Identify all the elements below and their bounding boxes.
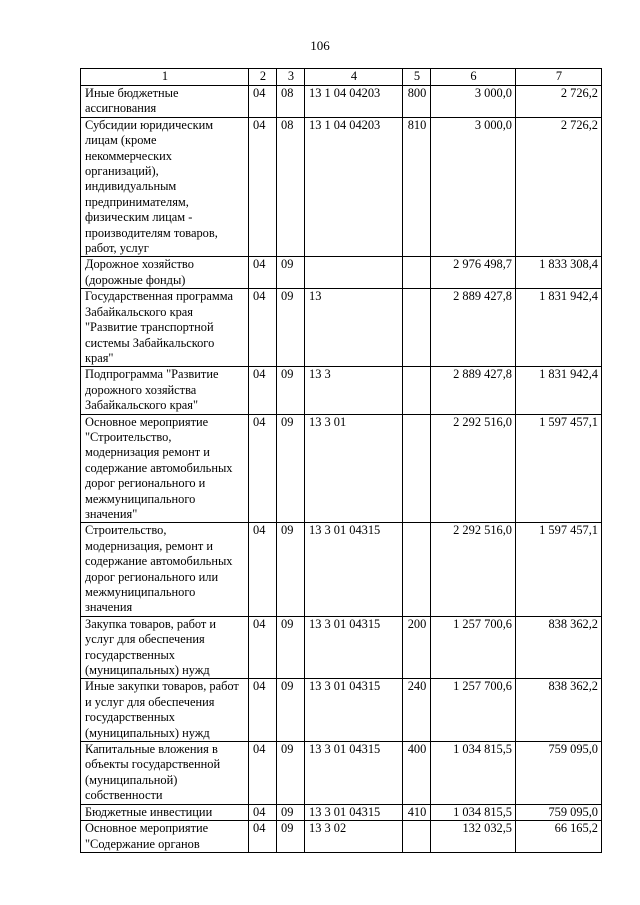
row-subsection-code: 09 — [277, 804, 305, 820]
row-planned-amount: 2 976 498,7 — [431, 257, 516, 289]
row-executed-amount: 759 095,0 — [516, 742, 602, 805]
row-expense-type: 410 — [403, 804, 431, 820]
row-expense-type — [403, 821, 431, 853]
table-row — [81, 289, 602, 367]
row-subsection-code: 09 — [277, 616, 305, 679]
row-planned-amount: 2 889 427,8 — [431, 367, 516, 414]
row-section-code: 04 — [249, 117, 277, 257]
row-target-article: 13 1 04 04203 — [305, 86, 403, 118]
header-row — [81, 69, 602, 86]
row-executed-amount: 1 833 308,4 — [516, 257, 602, 289]
row-planned-amount: 1 257 700,6 — [431, 616, 516, 679]
table-row — [81, 616, 602, 679]
row-planned-amount: 2 292 516,0 — [431, 523, 516, 616]
column-header-7: 7 — [516, 69, 602, 86]
row-target-article: 13 1 04 04203 — [305, 117, 403, 257]
row-description: Основное мероприятие "Строительство, модернизация ремонт и содержание автомобильных дорог регионального и межмуниципального значения" — [81, 414, 249, 523]
column-header-3: 3 — [277, 69, 305, 86]
row-description: Основное мероприятие "Содержание органов — [81, 821, 249, 853]
row-target-article: 13 3 01 04315 — [305, 523, 403, 616]
row-description: Капитальные вложения в объекты государственной (муниципальной) собственности — [81, 742, 249, 805]
column-header-1: 1 — [81, 69, 249, 86]
row-description: Подпрограмма "Развитие дорожного хозяйства Забайкальского края" — [81, 367, 249, 414]
row-description: Государственная программа Забайкальского края "Развитие транспортной системы Забайкальского края" — [81, 289, 249, 367]
row-description: Закупка товаров, работ и услуг для обеспечения государственных (муниципальных) нужд — [81, 616, 249, 679]
row-section-code: 04 — [249, 821, 277, 853]
column-header-4: 4 — [305, 69, 403, 86]
table-row — [81, 742, 602, 805]
row-section-code: 04 — [249, 257, 277, 289]
table-row — [81, 523, 602, 616]
row-target-article: 13 3 — [305, 367, 403, 414]
row-expense-type: 800 — [403, 86, 431, 118]
row-planned-amount: 3 000,0 — [431, 86, 516, 118]
row-executed-amount: 1 831 942,4 — [516, 367, 602, 414]
row-expense-type: 200 — [403, 616, 431, 679]
row-target-article: 13 — [305, 289, 403, 367]
row-description: Дорожное хозяйство (дорожные фонды) — [81, 257, 249, 289]
row-executed-amount: 838 362,2 — [516, 679, 602, 742]
row-section-code: 04 — [249, 679, 277, 742]
row-executed-amount: 838 362,2 — [516, 616, 602, 679]
row-planned-amount: 1 034 815,5 — [431, 804, 516, 820]
row-target-article: 13 3 01 — [305, 414, 403, 523]
row-section-code: 04 — [249, 804, 277, 820]
row-executed-amount: 1 597 457,1 — [516, 523, 602, 616]
row-executed-amount: 1 597 457,1 — [516, 414, 602, 523]
row-expense-type: 400 — [403, 742, 431, 805]
page-number: 106 — [310, 38, 330, 53]
row-planned-amount: 3 000,0 — [431, 117, 516, 257]
table-row — [81, 679, 602, 742]
row-planned-amount: 1 257 700,6 — [431, 679, 516, 742]
row-target-article: 13 3 02 — [305, 821, 403, 853]
budget-table — [80, 68, 602, 853]
row-subsection-code: 09 — [277, 679, 305, 742]
row-subsection-code: 09 — [277, 257, 305, 289]
row-expense-type — [403, 289, 431, 367]
table-row — [81, 86, 602, 118]
row-target-article: 13 3 01 04315 — [305, 742, 403, 805]
row-subsection-code: 09 — [277, 414, 305, 523]
row-expense-type: 810 — [403, 117, 431, 257]
row-subsection-code: 08 — [277, 117, 305, 257]
row-subsection-code: 09 — [277, 367, 305, 414]
row-executed-amount: 66 165,2 — [516, 821, 602, 853]
row-executed-amount: 2 726,2 — [516, 117, 602, 257]
table-row — [81, 821, 602, 853]
row-expense-type — [403, 257, 431, 289]
row-section-code: 04 — [249, 367, 277, 414]
row-section-code: 04 — [249, 616, 277, 679]
row-target-article — [305, 257, 403, 289]
row-planned-amount: 1 034 815,5 — [431, 742, 516, 805]
row-expense-type: 240 — [403, 679, 431, 742]
table-row — [81, 414, 602, 523]
row-subsection-code: 09 — [277, 821, 305, 853]
row-expense-type — [403, 414, 431, 523]
table-row — [81, 257, 602, 289]
row-target-article: 13 3 01 04315 — [305, 679, 403, 742]
row-description: Иные бюджетные ассигнования — [81, 86, 249, 118]
table-row — [81, 117, 602, 257]
row-target-article: 13 3 01 04315 — [305, 804, 403, 820]
row-description: Иные закупки товаров, работ и услуг для обеспечения государственных (муниципальных) нужд — [81, 679, 249, 742]
row-executed-amount: 1 831 942,4 — [516, 289, 602, 367]
table-row — [81, 804, 602, 820]
row-target-article: 13 3 01 04315 — [305, 616, 403, 679]
row-section-code: 04 — [249, 523, 277, 616]
row-description: Субсидии юридическим лицам (кроме некоммерческих организаций), индивидуальным предпринимателям, физическим лицам - производителям товаров, работ, услуг — [81, 117, 249, 257]
row-description: Строительство, модернизация, ремонт и содержание автомобильных дорог регионального или межмуниципального значения — [81, 523, 249, 616]
row-section-code: 04 — [249, 742, 277, 805]
row-subsection-code: 09 — [277, 742, 305, 805]
row-expense-type — [403, 523, 431, 616]
row-executed-amount: 759 095,0 — [516, 804, 602, 820]
column-header-5: 5 — [403, 69, 431, 86]
column-header-2: 2 — [249, 69, 277, 86]
row-section-code: 04 — [249, 414, 277, 523]
row-section-code: 04 — [249, 289, 277, 367]
row-planned-amount: 2 889 427,8 — [431, 289, 516, 367]
table-row — [81, 367, 602, 414]
row-subsection-code: 09 — [277, 289, 305, 367]
column-header-6: 6 — [431, 69, 516, 86]
row-executed-amount: 2 726,2 — [516, 86, 602, 118]
row-description: Бюджетные инвестиции — [81, 804, 249, 820]
row-subsection-code: 09 — [277, 523, 305, 616]
row-section-code: 04 — [249, 86, 277, 118]
row-expense-type — [403, 367, 431, 414]
row-planned-amount: 132 032,5 — [431, 821, 516, 853]
row-subsection-code: 08 — [277, 86, 305, 118]
row-planned-amount: 2 292 516,0 — [431, 414, 516, 523]
